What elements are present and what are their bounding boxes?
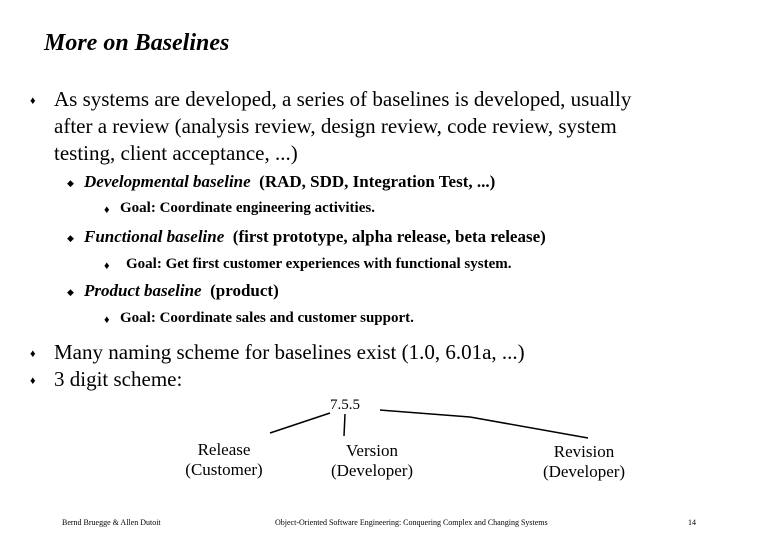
sub-bullet-icon: ◆ (67, 287, 74, 297)
scheme-part-revision (534, 442, 634, 482)
page-number: 14 (688, 518, 696, 527)
scheme-part-release (176, 440, 272, 480)
scheme-part-label: Release (197, 440, 251, 459)
scheme-part-role: (Customer) (185, 460, 263, 479)
main-point-line: after a review (analysis review, design review, code review, system (54, 114, 617, 138)
sub-bullet-icon: ◆ (67, 178, 74, 188)
footer-book-title: Object-Oriented Software Engineering: Conquering Complex and Changing Systems (275, 518, 548, 527)
footer-authors: Bernd Bruegge & Allen Dutoit (62, 518, 161, 527)
sub-bullet-icon: ◆ (67, 233, 74, 243)
scheme-part-role: (Developer) (542, 462, 626, 481)
bullet-icon: ♦ (104, 260, 110, 272)
scheme-part-role: (Developer) (330, 461, 414, 480)
main-point-3: 3 digit scheme: (54, 367, 183, 391)
bullet-icon: ♦ (30, 348, 36, 360)
bullet-icon: ♦ (104, 204, 110, 216)
baseline-detail: (product) (210, 281, 279, 300)
baseline-goal: Goal: Get first customer experiences with functional system. (126, 256, 512, 272)
baseline-name: Product baseline (84, 281, 202, 300)
baseline-goal: Goal: Coordinate sales and customer support. (120, 310, 414, 326)
scheme-part-label: Version (346, 441, 398, 460)
baseline-detail: (RAD, SDD, Integration Test, ...) (259, 172, 496, 191)
scheme-part-label: Revision (553, 442, 615, 461)
scheme-part-version (322, 441, 422, 481)
slide-title: More on Baselines (44, 30, 230, 56)
bullet-icon: ♦ (30, 95, 36, 107)
version-number: 7.5.5 (330, 397, 360, 413)
baseline-name: Developmental baseline (84, 172, 251, 191)
baseline-goal: Goal: Coordinate engineering activities. (120, 200, 375, 216)
baseline-detail: (first prototype, alpha release, beta release) (232, 227, 546, 246)
bullet-icon: ♦ (104, 314, 110, 326)
main-point-line: testing, client acceptance, ...) (54, 141, 298, 165)
main-point-line: As systems are developed, a series of baselines is developed, usually (54, 87, 632, 111)
baseline-name: Functional baseline (84, 227, 225, 246)
main-point-2: Many naming scheme for baselines exist (1.0, 6.01a, ...) (54, 340, 525, 364)
bullet-icon: ♦ (30, 375, 36, 387)
